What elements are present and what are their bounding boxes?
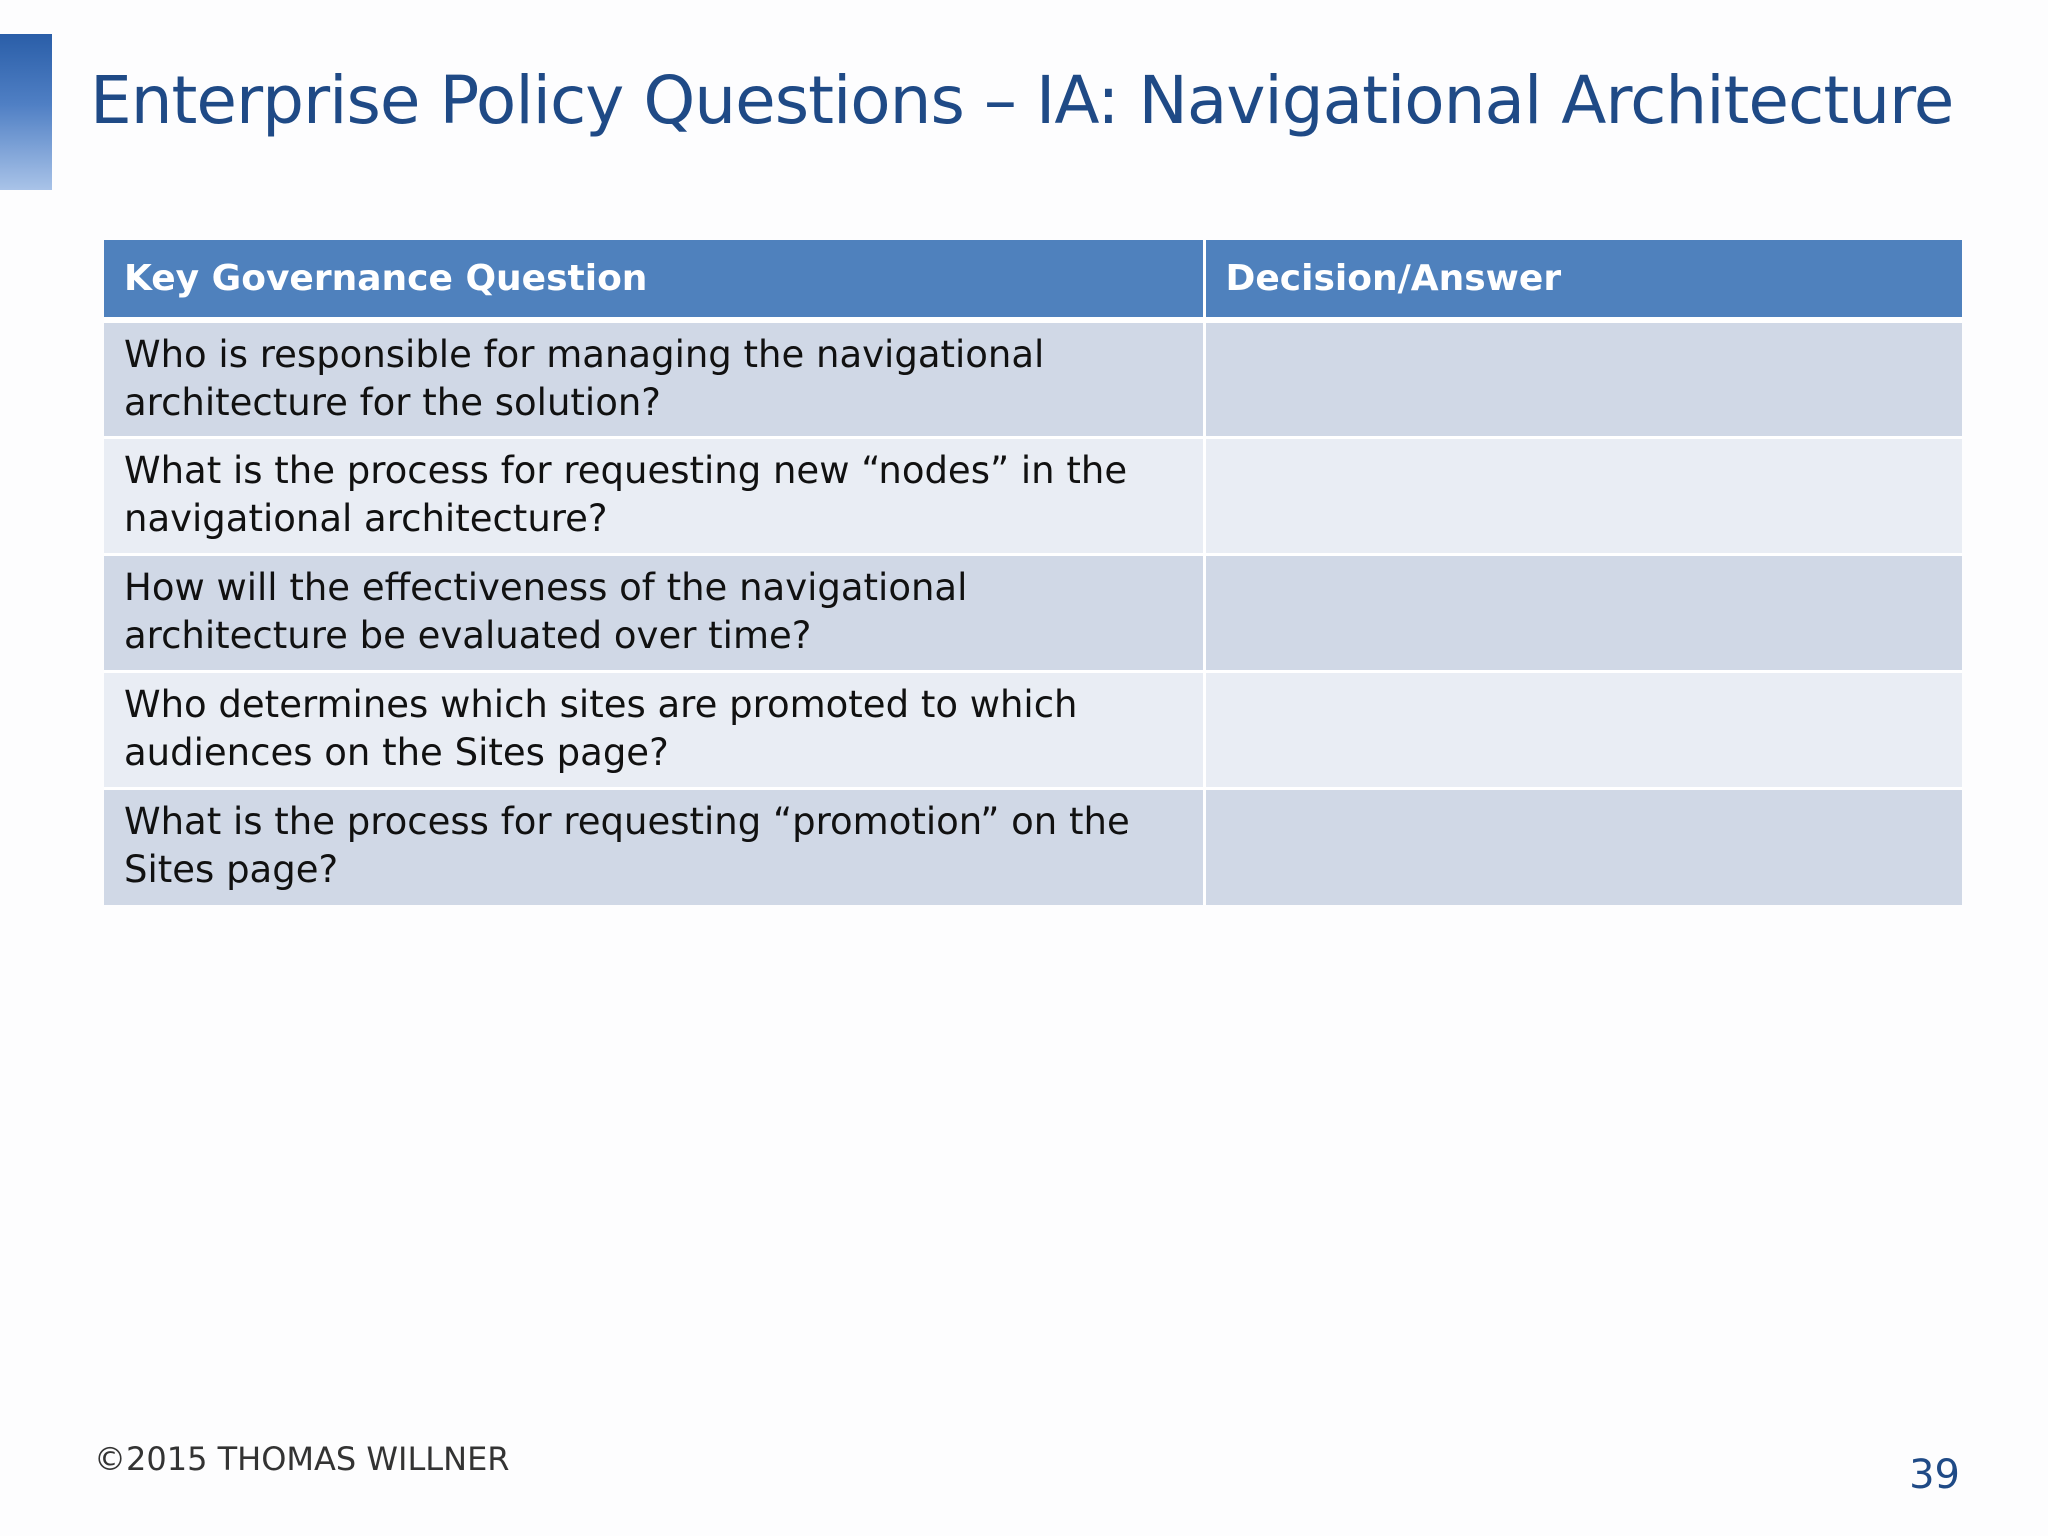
page-number: 39	[1909, 1452, 1960, 1498]
question-cell: How will the effectiveness of the navigational architecture be evaluated over time?	[104, 554, 1204, 671]
answer-cell	[1204, 671, 1962, 788]
question-cell: Who determines which sites are promoted to which audiences on the Sites page?	[104, 671, 1204, 788]
table-row	[104, 671, 1962, 788]
copyright-notice: ©2015 THOMAS WILLNER	[94, 1440, 510, 1478]
answer-cell	[1204, 788, 1962, 905]
table-row	[104, 437, 1962, 554]
title-accent-bar	[0, 34, 52, 190]
governance-table	[104, 240, 1962, 905]
question-cell: What is the process for requesting “promotion” on the Sites page?	[104, 788, 1204, 905]
table-row	[104, 554, 1962, 671]
table-row	[104, 788, 1962, 905]
table-row	[104, 320, 1962, 437]
slide-title: Enterprise Policy Questions – IA: Navigational Architecture	[90, 62, 1954, 139]
table-header-row	[104, 240, 1962, 320]
answer-cell	[1204, 437, 1962, 554]
question-cell: Who is responsible for managing the navigational architecture for the solution?	[104, 320, 1204, 437]
question-cell: What is the process for requesting new “nodes” in the navigational architecture?	[104, 437, 1204, 554]
answer-cell	[1204, 320, 1962, 437]
answer-cell	[1204, 554, 1962, 671]
column-header-question: Key Governance Question	[104, 240, 1204, 320]
column-header-answer: Decision/Answer	[1204, 240, 1962, 320]
